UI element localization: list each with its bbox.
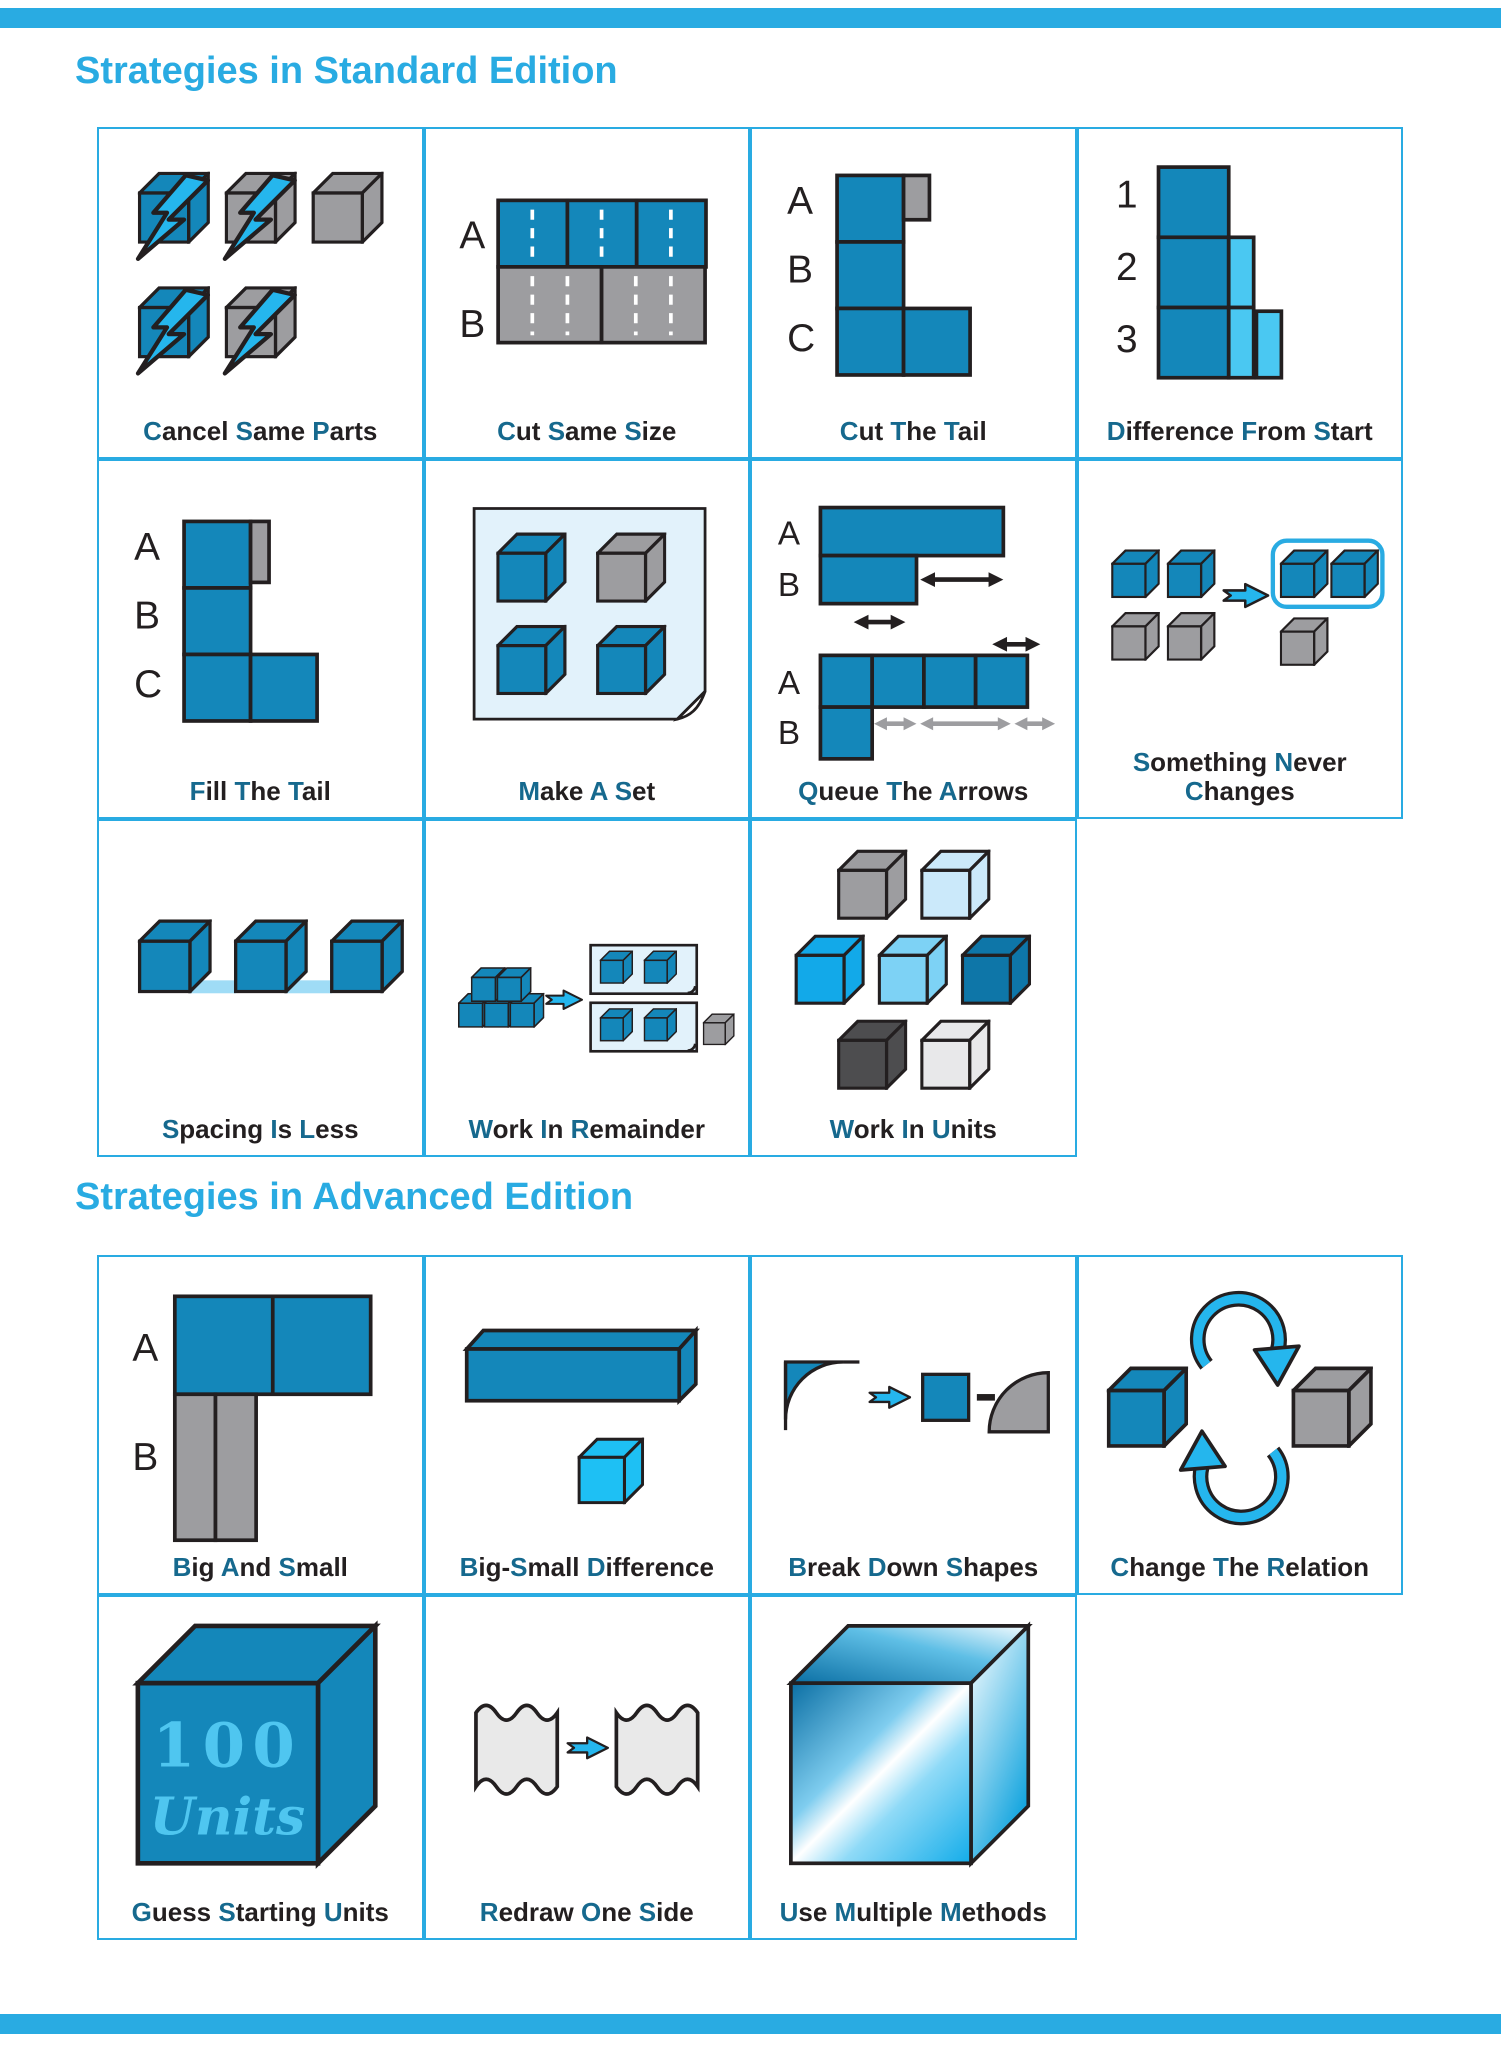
strategy-label: Something Never Changes bbox=[1132, 746, 1347, 807]
strategy-label: Queue The Arrows bbox=[798, 776, 1029, 807]
tail-gray bbox=[251, 521, 269, 582]
remainder-cube-icon bbox=[703, 1014, 733, 1044]
bar-a bbox=[821, 508, 1004, 556]
row-letter: A bbox=[459, 214, 486, 258]
long-bar bbox=[467, 1331, 696, 1401]
row-letter: A bbox=[778, 515, 801, 553]
strategy-label: Fill The Tail bbox=[189, 776, 331, 807]
strategy-label: Cancel Same Parts bbox=[143, 416, 378, 447]
row-letter: A bbox=[132, 1326, 159, 1370]
strategy-cell-cut-same-size bbox=[424, 127, 751, 459]
strategy-label: Work In Units bbox=[829, 1114, 997, 1145]
cube-pile bbox=[459, 968, 544, 1027]
standard-row-3 bbox=[97, 819, 1403, 1157]
cube-icon bbox=[1293, 1368, 1371, 1446]
cube-icon bbox=[498, 534, 565, 601]
square-1 bbox=[1158, 167, 1228, 237]
cube-icon bbox=[922, 851, 989, 918]
strategy-cell-big-small-difference bbox=[424, 1255, 751, 1595]
work-in-units-illustration bbox=[765, 827, 1061, 1113]
fill-the-tail-illustration bbox=[112, 467, 408, 775]
strategy-cell-queue-the-arrows bbox=[750, 459, 1077, 819]
strategy-label: Redraw One Side bbox=[479, 1897, 694, 1928]
cube-icon bbox=[922, 1021, 989, 1088]
strategy-label: Make A Set bbox=[518, 776, 656, 807]
square-c2 bbox=[251, 654, 318, 721]
bottom-accent-bar bbox=[0, 2014, 1501, 2034]
strategy-cell-cancel-same-parts bbox=[97, 127, 424, 459]
something-never-changes-illustration bbox=[1092, 467, 1388, 746]
empty-cell bbox=[1077, 1595, 1404, 1940]
small-cube-icon bbox=[579, 1439, 642, 1502]
cube-icon bbox=[598, 534, 665, 601]
cube-icon bbox=[839, 851, 906, 918]
cube-icon bbox=[1168, 551, 1214, 597]
strategy-label: Big And Small bbox=[172, 1552, 348, 1583]
difference-from-start-illustration bbox=[1092, 135, 1388, 415]
cube-number-text: 100 bbox=[153, 1710, 303, 1782]
strategy-label: Cut The Tail bbox=[839, 416, 987, 447]
cube-icon bbox=[963, 936, 1030, 1003]
cut-the-tail-illustration bbox=[765, 135, 1061, 415]
set-card bbox=[591, 1003, 697, 1052]
tail-gray bbox=[904, 175, 930, 219]
cube-units-text: Units bbox=[150, 1786, 306, 1848]
row-b-gray-strip bbox=[498, 267, 705, 343]
wavy-paper bbox=[476, 1705, 557, 1794]
cube-icon bbox=[880, 936, 947, 1003]
square-row bbox=[821, 655, 1028, 758]
strategy-cell-use-multiple-methods bbox=[750, 1595, 1077, 1940]
strategy-label: Guess Starting Units bbox=[131, 1897, 389, 1928]
cube-icon bbox=[839, 1021, 906, 1088]
strategy-label: Break Down Shapes bbox=[788, 1552, 1039, 1583]
row-number: 2 bbox=[1115, 245, 1138, 289]
strategy-cell-break-down-shapes bbox=[750, 1255, 1077, 1595]
strategy-cell-make-a-set bbox=[424, 459, 751, 819]
row-letter: A bbox=[778, 665, 801, 703]
gradient-cube bbox=[791, 1626, 1028, 1863]
row-letter: A bbox=[787, 180, 814, 224]
black-double-arrow bbox=[854, 615, 906, 630]
extra-strip bbox=[1229, 237, 1254, 307]
concave-corner-shape bbox=[786, 1362, 843, 1419]
cube-icon bbox=[1281, 618, 1327, 664]
right-arrow-icon bbox=[568, 1738, 608, 1759]
cycle-arrow-top bbox=[1198, 1299, 1299, 1385]
strategy-cell-fill-the-tail bbox=[97, 459, 424, 819]
cube-icon bbox=[332, 921, 403, 992]
advanced-row-2 bbox=[97, 1595, 1403, 1940]
cube-icon bbox=[1112, 613, 1158, 659]
strategy-label: Spacing Is Less bbox=[161, 1114, 359, 1145]
row-letter: B bbox=[459, 303, 486, 347]
row-a-blue-strip bbox=[498, 200, 706, 267]
right-arrow-icon bbox=[870, 1387, 910, 1408]
empty-cell bbox=[1077, 819, 1404, 1157]
right-arrow-icon bbox=[1224, 584, 1268, 607]
strategy-label: Work In Remainder bbox=[468, 1114, 706, 1145]
bar-b bbox=[821, 556, 917, 604]
cube-icon bbox=[1112, 551, 1158, 597]
gray-double-arrow bbox=[874, 717, 916, 730]
black-double-arrow bbox=[921, 572, 1004, 587]
strategy-cell-something-never-changes bbox=[1077, 459, 1404, 819]
queue-the-arrows-illustration bbox=[765, 467, 1061, 775]
strategy-cell-redraw-one-side bbox=[424, 1595, 751, 1940]
square-3 bbox=[1158, 308, 1228, 378]
row-letter: A bbox=[134, 526, 161, 570]
strategy-cell-work-in-units bbox=[750, 819, 1077, 1157]
big-small-difference-illustration bbox=[439, 1263, 735, 1551]
cube-icon bbox=[140, 921, 211, 992]
break-down-shapes-illustration bbox=[765, 1263, 1061, 1551]
strategy-label: Change The Relation bbox=[1110, 1552, 1370, 1583]
strategy-label: Difference From Start bbox=[1106, 416, 1373, 447]
strategy-label: Cut Same Size bbox=[497, 416, 677, 447]
cube-icon bbox=[314, 173, 383, 242]
wavy-paper bbox=[616, 1705, 697, 1794]
cube-icon bbox=[1109, 1368, 1187, 1446]
redraw-one-side-illustration bbox=[439, 1603, 735, 1896]
row-letter: C bbox=[134, 662, 163, 706]
row-letter: B bbox=[134, 594, 161, 638]
right-arrow-icon bbox=[546, 991, 582, 1009]
cube-icon bbox=[1168, 613, 1214, 659]
change-the-relation-illustration bbox=[1092, 1263, 1388, 1551]
cube-icon bbox=[797, 936, 864, 1003]
strategy-cell-spacing-is-less bbox=[97, 819, 424, 1157]
spacing-is-less-illustration bbox=[112, 827, 408, 1113]
big-and-small-illustration bbox=[112, 1263, 408, 1551]
standard-row-1 bbox=[97, 127, 1403, 459]
gray-double-arrow bbox=[1015, 717, 1056, 730]
small-strip bbox=[175, 1394, 216, 1540]
strategy-cell-cut-the-tail bbox=[750, 127, 1077, 459]
standard-row-2 bbox=[97, 459, 1403, 819]
row-letter: B bbox=[787, 248, 814, 292]
make-a-set-illustration bbox=[439, 467, 735, 775]
square-c bbox=[837, 308, 904, 375]
square bbox=[923, 1374, 969, 1420]
extra-strip bbox=[1229, 308, 1254, 378]
cut-same-size-illustration bbox=[439, 135, 735, 415]
strategy-cell-big-and-small bbox=[97, 1255, 424, 1595]
strategy-cell-work-in-remainder bbox=[424, 819, 751, 1157]
section-title-standard: Strategies in Standard Edition bbox=[75, 50, 618, 92]
row-number: 3 bbox=[1115, 317, 1138, 361]
cube-icon bbox=[498, 626, 565, 693]
square-b bbox=[837, 242, 904, 309]
advanced-row-1 bbox=[97, 1255, 1403, 1595]
cancel-same-parts-illustration bbox=[112, 135, 408, 415]
square-a bbox=[184, 521, 251, 588]
row-letter: B bbox=[778, 567, 801, 605]
small-strip bbox=[216, 1394, 257, 1540]
strategy-cell-difference-from-start bbox=[1077, 127, 1404, 459]
cube-icon bbox=[1331, 551, 1377, 597]
work-in-remainder-illustration bbox=[439, 827, 735, 1113]
square-a bbox=[837, 175, 904, 242]
minus-sign bbox=[977, 1394, 995, 1401]
top-accent-bar bbox=[0, 8, 1501, 28]
extra-strip bbox=[1256, 311, 1281, 378]
cube-icon bbox=[1281, 551, 1327, 597]
row-letter: C bbox=[787, 316, 816, 360]
square-c2 bbox=[904, 308, 971, 375]
cycle-arrow-bottom bbox=[1181, 1431, 1282, 1517]
square-c bbox=[184, 654, 251, 721]
black-double-arrow bbox=[993, 637, 1041, 652]
use-multiple-methods-illustration bbox=[765, 1603, 1061, 1896]
section-title-advanced: Strategies in Advanced Edition bbox=[75, 1176, 634, 1218]
cube-icon bbox=[236, 921, 307, 992]
row-number: 1 bbox=[1115, 173, 1138, 217]
square-b bbox=[184, 588, 251, 655]
strategy-cell-change-the-relation bbox=[1077, 1255, 1404, 1595]
strategy-label: Use Multiple Methods bbox=[779, 1897, 1047, 1928]
strategy-label: Big-Small Difference bbox=[459, 1552, 714, 1583]
guess-starting-units-illustration bbox=[112, 1603, 408, 1896]
quarter-circle-shape bbox=[990, 1373, 1049, 1432]
strategy-cell-guess-starting-units bbox=[97, 1595, 424, 1940]
set-card bbox=[591, 945, 697, 994]
cube-icon bbox=[598, 626, 665, 693]
square-2 bbox=[1158, 237, 1228, 307]
row-letter: B bbox=[132, 1436, 159, 1480]
row-letter: B bbox=[778, 715, 801, 753]
gray-double-arrow bbox=[921, 717, 1012, 730]
